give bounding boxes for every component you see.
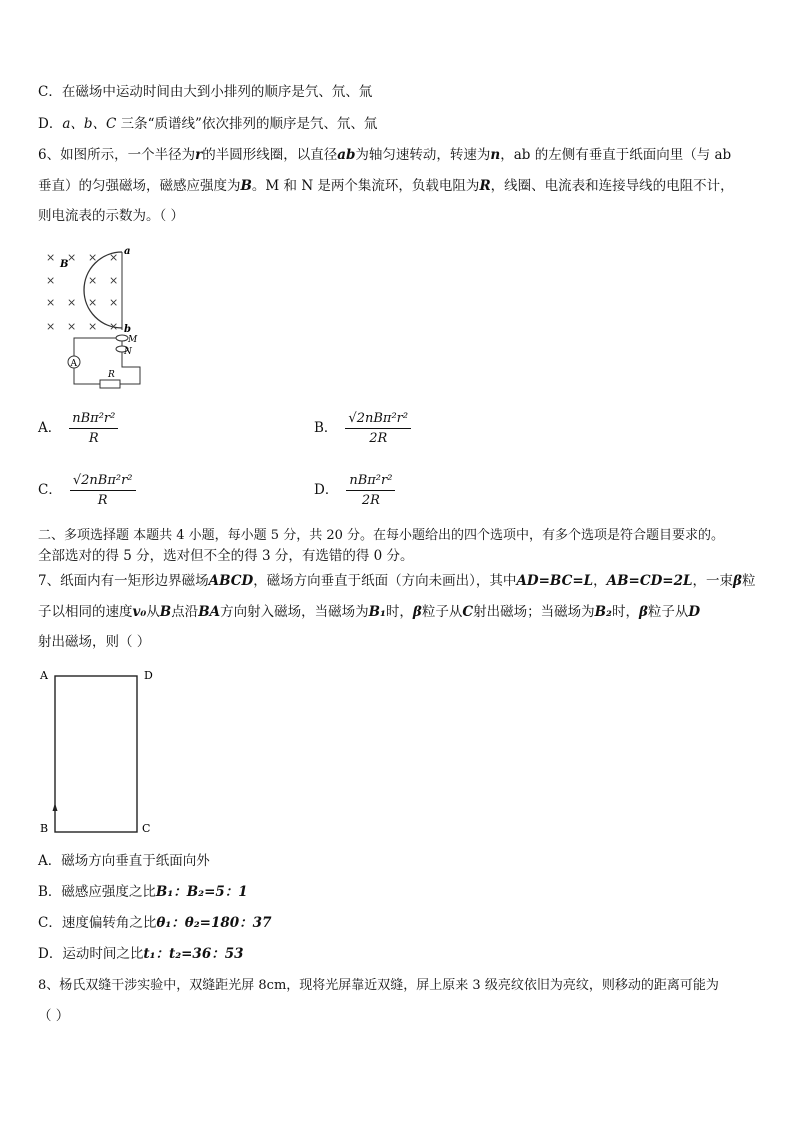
field-cross: × [88, 251, 98, 264]
resistor-label: R [108, 370, 115, 380]
field-cross: × [109, 251, 119, 264]
q7-option-b[interactable]: B．磁感应强度之比B₁：B₂=5：1 [38, 884, 248, 900]
q6-stem-line1: 6、如图所示，一个半径为r的半圆形线圈，以直径ab为轴匀速转动，转速为n，ab 的左侧有垂直于纸面向里（与 ab [38, 147, 732, 163]
q7-stem-line2: 子以相同的速度v₀从B点沿BA方向射入磁场，当磁场为B₁时，β粒子从C射出磁场；当磁场为B₂时，β粒子从D [38, 604, 701, 620]
field-cross: × [67, 251, 77, 264]
slip-ring-m [116, 335, 128, 341]
ammeter-label: A [70, 359, 77, 369]
q5-option-d: D．a、b、C 三条“质谱线”依次排列的顺序是氕、氘、氚 [38, 116, 378, 132]
field-cross: × [109, 274, 119, 287]
field-label-b: B [60, 259, 69, 270]
field-cross: × [46, 296, 56, 309]
q7-stem-line3: 射出磁场，则（ ） [38, 634, 151, 650]
q6-option-b[interactable]: B． $\frac{\text{√2nBπ²r²}}{2R}$ [314, 410, 411, 447]
section2-instructions-line1: 二、多项选择题 本题共 4 小题，每小题 5 分，共 20 分。在每小题给出的四个选项中，有多个选项是符合题目要求的。 [38, 528, 725, 543]
field-cross: × [67, 296, 77, 309]
corner-a: A [40, 669, 48, 682]
formula-d: $\frac{\text{nBπ²r²}}{2R}$ [346, 472, 395, 509]
resistor [100, 380, 120, 388]
q6-option-d[interactable]: D． $\frac{\text{nBπ²r²}}{2R}$ [314, 472, 395, 509]
formula-b: $\frac{\text{√2nBπ²r²}}{2R}$ [345, 410, 411, 447]
q6-option-a[interactable]: A． $\frac{\text{nBπ²r²}}{R}$ [38, 410, 118, 447]
q7-option-a[interactable]: A．磁场方向垂直于纸面向外 [38, 853, 210, 869]
q8-stem-line2: （ ） [38, 1008, 70, 1024]
q7-rectangle-figure [38, 664, 162, 840]
q5-option-c: C．在磁场中运动时间由大到小排列的顺序是氕、氘、氚 [38, 84, 373, 100]
label-n: N [124, 347, 132, 357]
field-cross: × [46, 274, 56, 287]
field-cross: × [46, 320, 56, 333]
velocity-arrow-icon [53, 803, 58, 811]
corner-c: C [142, 822, 151, 835]
field-cross: × [109, 320, 119, 333]
field-cross: × [88, 274, 98, 287]
label-a: a [124, 246, 131, 257]
q7-option-d[interactable]: D．运动时间之比t₁：t₂=36：53 [38, 946, 244, 962]
field-cross: × [67, 320, 77, 333]
field-boundary [55, 676, 137, 832]
formula-c: $\frac{\text{√2nBπ²r²}}{R}$ [70, 472, 136, 509]
formula-a: $\frac{\text{nBπ²r²}}{R}$ [69, 410, 118, 447]
q7-stem-line1: 7、纸面内有一矩形边界磁场ABCD，磁场方向垂直于纸面（方向未画出），其中AD=BC=L，AB=CD=2L，一束β粒 [38, 573, 756, 589]
magnetic-field-crosses [46, 251, 118, 333]
wire-left [74, 338, 116, 356]
q6-option-c[interactable]: C． $\frac{\text{√2nBπ²r²}}{R}$ [38, 472, 136, 509]
corner-d: D [144, 669, 153, 682]
field-cross: × [46, 251, 56, 264]
q7-option-c[interactable]: C．速度偏转角之比θ₁：θ₂=180：37 [38, 915, 272, 931]
field-cross: × [88, 320, 98, 333]
q6-stem-line2: 垂直）的匀强磁场，磁感应强度为B。M 和 N 是两个集流环，负载电阻为R，线圈、电流表和连接导线的电阻不计， [38, 178, 734, 194]
field-cross: × [88, 296, 98, 309]
q8-stem-line1: 8、杨氏双缝干涉实验中，双缝距光屏 8cm，现将光屏靠近双缝，屏上原来 3 级亮纹依旧为亮纹，则移动的距离可能为 [38, 978, 719, 993]
label-b: b [124, 324, 131, 335]
label-m: M [128, 335, 138, 345]
corner-b: B [40, 822, 49, 835]
q6-circuit-figure [38, 244, 148, 394]
q6-stem-line3: 则电流表的示数为。（ ） [38, 208, 185, 224]
section2-instructions-line2: 全部选对的得 5 分，选对但不全的得 3 分，有选错的得 0 分。 [38, 548, 414, 564]
field-cross: × [109, 296, 119, 309]
